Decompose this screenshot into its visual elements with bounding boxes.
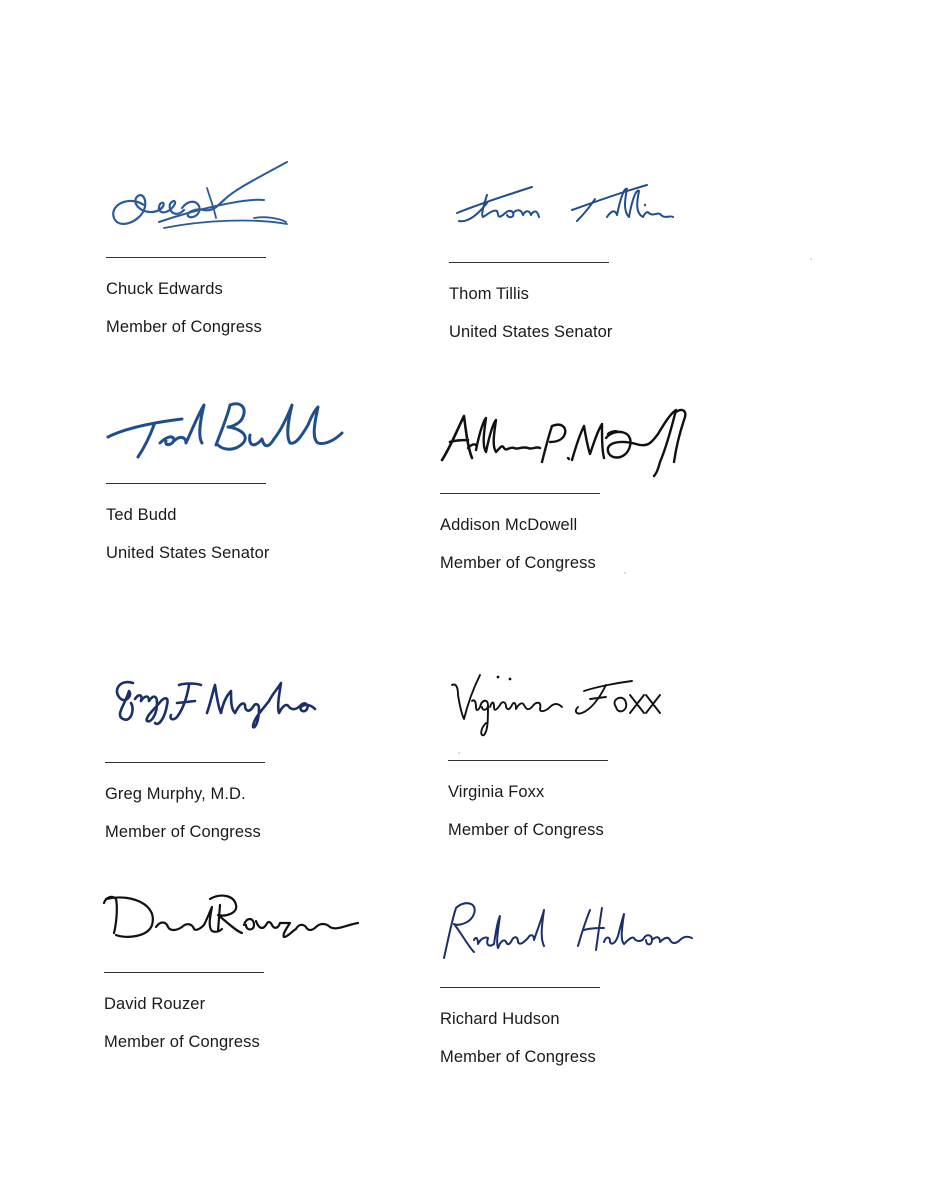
signature-addison-mcdowell <box>438 398 698 488</box>
signature-virginia-foxx <box>446 663 706 753</box>
signer-title: Member of Congress <box>440 554 596 572</box>
signer-name: David Rouzer <box>104 995 206 1013</box>
signature-thom-tillis <box>447 165 707 255</box>
signer-title: Member of Congress <box>440 1048 596 1066</box>
signer-name: Chuck Edwards <box>106 280 223 298</box>
signer-name: Addison McDowell <box>440 516 578 534</box>
signature-line <box>449 262 609 263</box>
signer-name: Ted Budd <box>106 506 177 524</box>
signature-line <box>104 972 264 973</box>
scan-speck <box>458 752 460 754</box>
signer-name: Thom Tillis <box>449 285 529 303</box>
signer-title: Member of Congress <box>448 821 604 839</box>
signature-line <box>105 762 265 763</box>
signature-line <box>440 987 600 988</box>
signer-title: Member of Congress <box>105 823 261 841</box>
signature-greg-murphy <box>103 665 363 755</box>
signature-line <box>106 483 266 484</box>
signer-title: Member of Congress <box>106 318 262 336</box>
signature-david-rouzer <box>102 875 362 965</box>
scan-speck <box>624 572 626 574</box>
signature-line <box>106 257 266 258</box>
signature-line <box>440 493 600 494</box>
scan-speck <box>810 258 812 260</box>
signer-title: United States Senator <box>106 544 270 562</box>
signature-ted-budd <box>104 385 364 475</box>
signer-title: United States Senator <box>449 323 613 341</box>
signature-richard-hudson <box>438 890 698 980</box>
signature-line <box>448 760 608 761</box>
signer-name: Greg Murphy, M.D. <box>105 785 246 803</box>
signature-chuck-edwards <box>104 160 364 250</box>
signer-name: Richard Hudson <box>440 1010 560 1028</box>
signer-name: Virginia Foxx <box>448 783 545 801</box>
signer-title: Member of Congress <box>104 1033 260 1051</box>
